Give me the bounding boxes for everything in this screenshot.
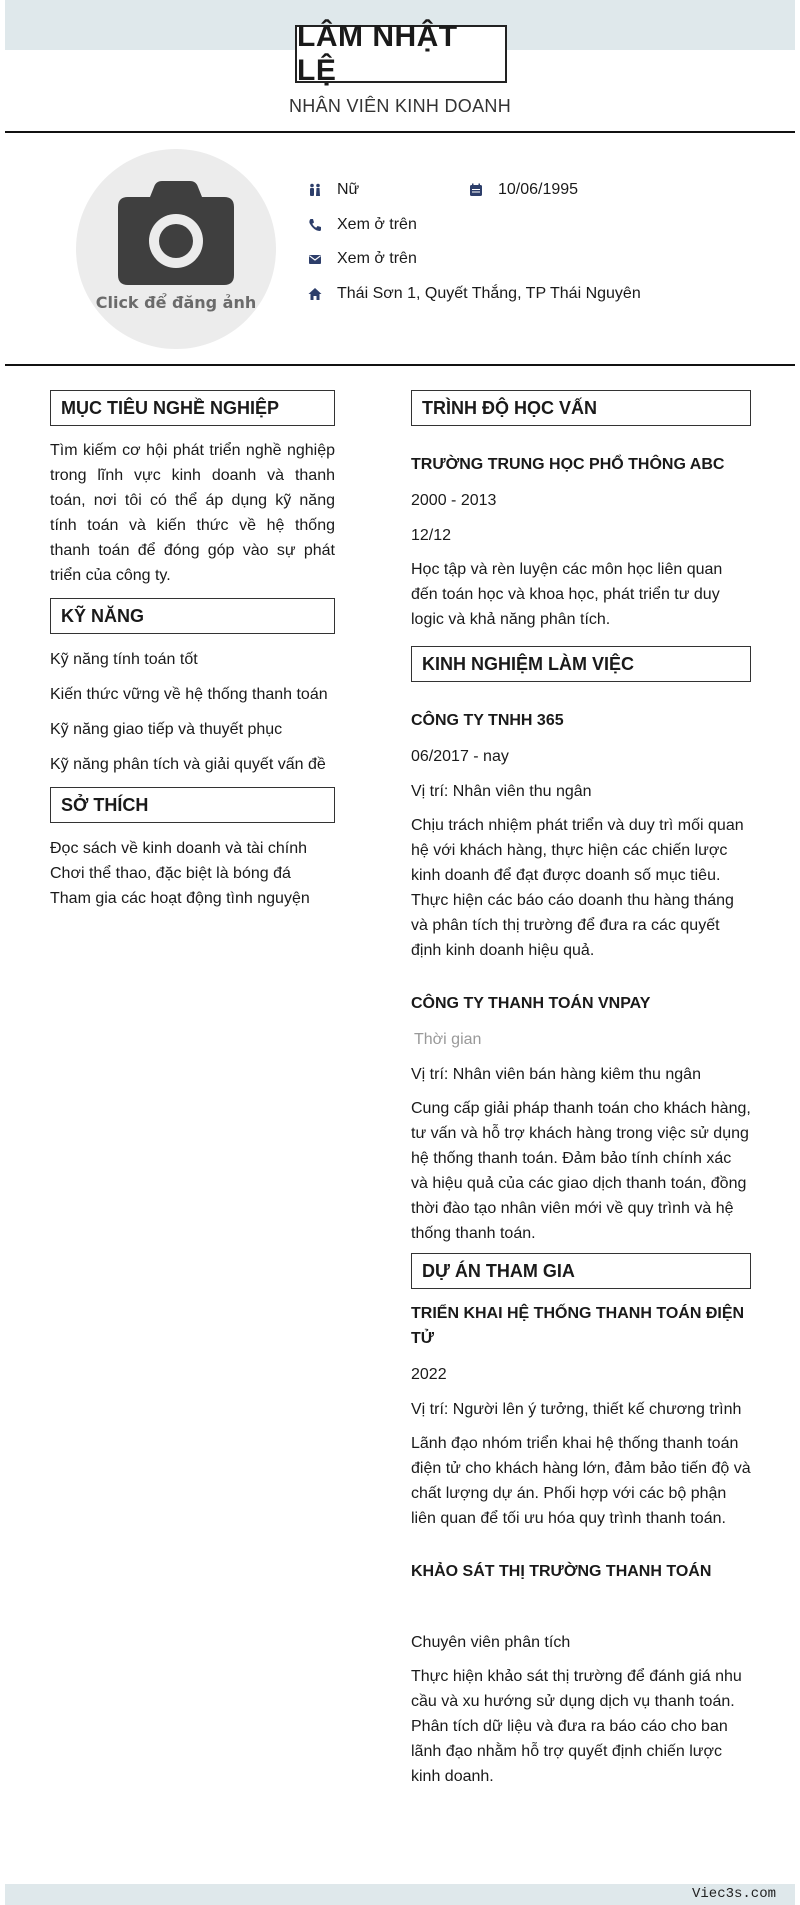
school-name: TRƯỜNG TRUNG HỌC PHỔ THÔNG ABC — [411, 456, 725, 473]
gender-value: Nữ — [337, 181, 360, 198]
skill-item: Kỹ năng tính toán tốt — [50, 651, 198, 668]
objective-text: Tìm kiếm cơ hội phát triển nghề nghiệp trong lĩnh vực kinh doanh và thanh toán, nơi tôi có thể áp dụng kỹ năng tính toán và kiến thức về hệ thống thanh toán để đóng góp vào sự phát triển của công ty. — [50, 442, 335, 584]
skill-item: Kiến thức vững về hệ thống thanh toán — [50, 686, 328, 703]
skills-heading: KỸ NĂNG — [50, 598, 335, 634]
left-column — [50, 390, 335, 911]
address-row — [306, 285, 641, 303]
education-heading: TRÌNH ĐỘ HỌC VẤN — [411, 390, 751, 426]
job-period: Thời gian — [414, 1031, 482, 1048]
header-divider — [5, 131, 795, 133]
project-year: 2022 — [411, 1366, 447, 1383]
phone-value: Xem ở trên — [337, 216, 417, 233]
projects-heading: DỰ ÁN THAM GIA — [411, 1253, 751, 1289]
birthday-value: 10/06/1995 — [498, 181, 579, 198]
candidate-name: LÂM NHẬT LỆ — [295, 25, 507, 83]
project-role: Chuyên viên phân tích — [411, 1634, 571, 1651]
project-name: KHẢO SÁT THỊ TRƯỜNG THANH TOÁN — [411, 1563, 712, 1580]
phone-icon — [306, 216, 324, 234]
job-description: Chịu trách nhiệm phát triển và duy trì mối quan hệ với khách hàng, thực hiện các chiến lược kinh doanh để đạt được doanh số mục tiêu. Thực hiện các báo cáo doanh thu hàng tháng và phân tích thị trường để đưa ra các quyết định kinh doanh hiệu quả. — [411, 817, 744, 959]
education-grade: 12/12 — [411, 527, 452, 544]
job-position: Vị trí: Nhân viên thu ngân — [411, 783, 592, 800]
job-company: CÔNG TY THANH TOÁN VNPAY — [411, 995, 651, 1012]
project-year — [411, 1595, 751, 1620]
phone-row — [306, 216, 417, 234]
email-row — [306, 250, 417, 268]
right-column — [411, 390, 751, 1789]
birthday-row — [467, 181, 578, 199]
hobby-item: Đọc sách về kinh doanh và tài chính — [50, 840, 308, 857]
email-value: Xem ở trên — [337, 250, 417, 267]
education-period: 2000 - 2013 — [411, 492, 497, 509]
gender-row — [306, 181, 359, 199]
camera-icon — [116, 179, 236, 287]
photo-upload[interactable] — [76, 149, 276, 349]
hobbies-heading: SỞ THÍCH — [50, 787, 335, 823]
project-description: Lãnh đạo nhóm triển khai hệ thống thanh toán điện tử cho khách hàng lớn, đảm bảo tiến độ và chất lượng dự án. Phối hợp với các bộ phận liên quan để tối ưu hóa quy trình thanh toán. — [411, 1435, 751, 1527]
education-description: Học tập và rèn luyện các môn học liên quan đến toán học và khoa học, phát triển tư duy logic và khả năng phân tích. — [411, 561, 723, 628]
job-position: Vị trí: Nhân viên bán hàng kiêm thu ngân — [411, 1066, 701, 1083]
footer-band — [5, 1884, 795, 1905]
job-description: Cung cấp giải pháp thanh toán cho khách hàng, tư vấn và hỗ trợ khách hàng trong việc sử dụng hệ thống thanh toán. Đảm bảo tính chính xác và hiệu quả của các giao dịch thanh toán, đồng thời đào tạo nhân viên mới về quy trình và hệ thống thanh toán. — [411, 1100, 751, 1242]
address-value: Thái Sơn 1, Quyết Thắng, TP Thái Nguyên — [337, 285, 641, 302]
experience-heading: KINH NGHIỆM LÀM VIỆC — [411, 646, 751, 682]
job-company: CÔNG TY TNHH 365 — [411, 712, 564, 729]
footer-site[interactable]: Viec3s.com — [691, 1886, 776, 1902]
project-description: Thực hiện khảo sát thị trường để đánh giá nhu cầu và xu hướng sử dụng dịch vụ thanh toán. Phân tích dữ liệu và đưa ra báo cáo cho ban lãnh đạo nhằm hỗ trợ quyết định chiến lược kinh doanh. — [411, 1668, 742, 1785]
info-divider — [5, 364, 795, 366]
calendar-icon — [467, 181, 485, 199]
hobby-item: Chơi thể thao, đặc biệt là bóng đá — [50, 865, 291, 882]
gender-icon — [306, 181, 324, 199]
skills-list — [50, 647, 335, 777]
project-role: Vị trí: Người lên ý tưởng, thiết kế chương trình — [411, 1401, 742, 1418]
skill-item: Kỹ năng giao tiếp và thuyết phục — [50, 721, 283, 738]
hobbies-list — [50, 836, 335, 911]
job-title: NHÂN VIÊN KINH DOANH — [288, 96, 512, 116]
email-icon — [306, 250, 324, 268]
home-icon — [306, 285, 324, 303]
project-name: TRIỂN KHAI HỆ THỐNG THANH TOÁN ĐIỆN TỬ — [411, 1305, 745, 1347]
hobby-item: Tham gia các hoạt động tình nguyện — [50, 890, 310, 907]
skill-item: Kỹ năng phân tích và giải quyết vấn đề — [50, 756, 326, 773]
job-period: 06/2017 - nay — [411, 748, 509, 765]
photo-caption: Click để đăng ảnh — [95, 292, 257, 312]
objective-heading: MỤC TIÊU NGHỀ NGHIỆP — [50, 390, 335, 426]
